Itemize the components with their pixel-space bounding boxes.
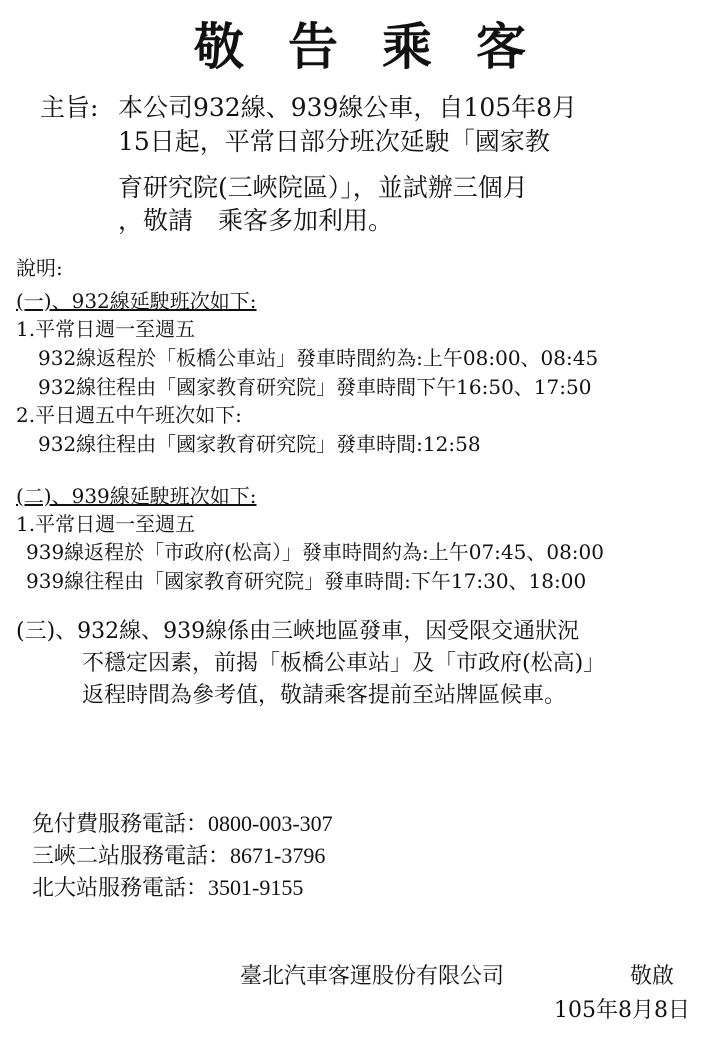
- company-name: 臺北汽車客運股份有限公司: [240, 964, 505, 989]
- subject-line-1: 本公司932線、939線公車，自105年8月: [118, 93, 578, 122]
- section2-item: 1.平常日週一至週五: [16, 512, 196, 536]
- section2-heading: (二)、939線延駛班次如下:: [16, 484, 257, 508]
- subject-line-3: 育研究院(三峽院區）」，並試辦三個月: [118, 173, 528, 202]
- phone-sanxia: 三峽二站服務電話：8671-3796: [32, 843, 326, 868]
- section1-item: 1.平常日週一至週五: [16, 317, 196, 341]
- phone-tollfree: 免付費服務電話：0800-003-307: [32, 811, 333, 836]
- subject-line-4: ，敬請 乘客多加利用。: [118, 206, 394, 235]
- section1-item: 932線往程由「國家教育研究院」發車時間下午16:50、17:50: [38, 375, 592, 399]
- section3-line-1: (三)、932線、939線係由三峽地區發車，因受限交通狀況: [16, 619, 580, 644]
- subject-label: 主旨:: [40, 93, 99, 122]
- section1-heading: (一)、932線延駛班次如下:: [16, 289, 257, 313]
- section2-item: 939線往程由「國家教育研究院」發車時間:下午17:30、18:00: [26, 569, 587, 593]
- notice-date: 105年8月8日: [554, 998, 690, 1023]
- phone-beida: 北大站服務電話：3501-9155: [32, 875, 304, 900]
- section3-line-2: 不穩定因素，前揭「板橋公車站」及「市政府(松高)」: [82, 651, 606, 676]
- subject-line-2: 15日起，平常日部分班次延駛「國家教: [118, 127, 550, 156]
- page-title: 敬告乘客: [194, 17, 570, 76]
- section1-item: 932線返程於「板橋公車站」發車時間約為:上午08:00、08:45: [38, 346, 599, 370]
- section2-item: 939線返程於「市政府(松高）」發車時間約為:上午07:45、08:00: [26, 540, 604, 564]
- explain-label: 說明:: [16, 256, 63, 280]
- section1-item: 2.平日週五中午班次如下:: [16, 403, 242, 427]
- closing: 敬啟: [630, 964, 675, 989]
- section3-line-3: 返程時間為參考值，敬請乘客提前至站牌區候車。: [82, 683, 567, 708]
- section1-item: 932線往程由「國家教育研究院」發車時間:12:58: [38, 432, 481, 456]
